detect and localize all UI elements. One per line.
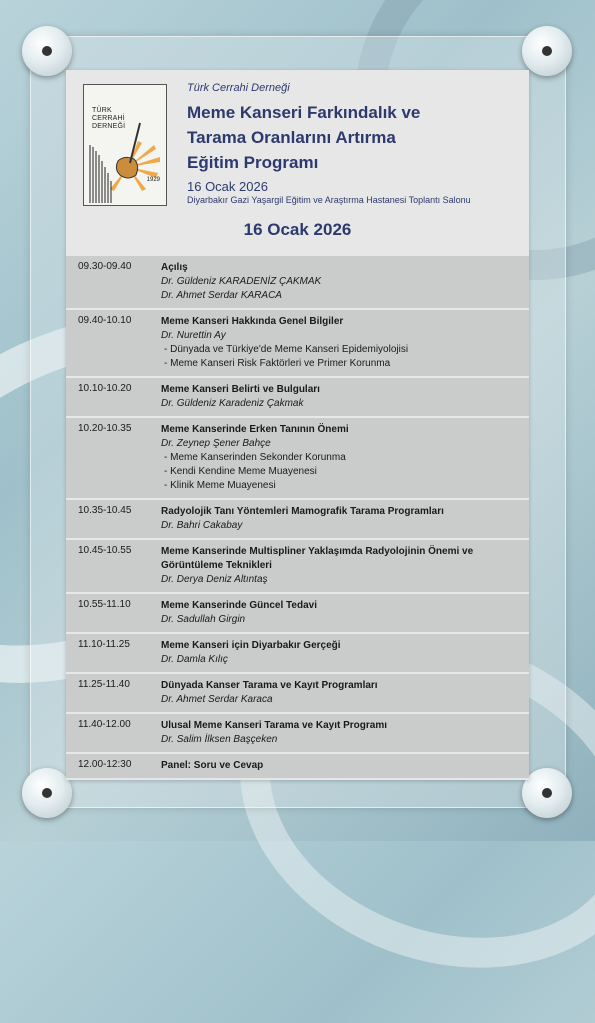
session-title: Panel: Soru ve Cevap [161,760,264,771]
speaker-name: Dr. Damla Kılıç [161,654,228,665]
schedule-row [66,634,529,674]
schedule-row [66,714,529,754]
screw-icon [522,26,572,76]
session-details [161,639,529,667]
scalpel-hand-icon [84,85,166,205]
session-time: 10.10-10.20 [78,383,132,394]
session-time: 10.55-11.10 [78,599,131,610]
screw-icon [22,26,72,76]
logo-line: CERRAHİ [92,115,125,122]
schedule-row [66,378,529,418]
speaker-name: Dr. Salim İlksen Başçeken [161,734,278,745]
session-title: Meme Kanseri için Diyarbakır Gerçeği [161,640,341,651]
schedule-row [66,674,529,714]
session-time: 11.25-11.40 [78,679,130,690]
speaker-name: Dr. Derya Deniz Altıntaş [161,574,268,585]
session-title: Dünyada Kanser Tarama ve Kayıt Programları [161,680,378,691]
session-details [161,599,529,627]
speaker-name: Dr. Güldeniz KARADENİZ ÇAKMAK [161,276,322,287]
session-title: Meme Kanseri Hakkında Genel Bilgiler [161,316,344,327]
program-title [187,100,507,175]
schedule-row [66,754,529,780]
topic-item: - Klinik Meme Muayenesi [164,480,276,491]
venue: Diyarbakır Gazi Yaşargil Eğitim ve Araştırma Hastanesi Toplantı Salonu [187,195,471,205]
schedule-row [66,310,529,378]
session-title: Radyolojik Tanı Yöntemleri Mamografik Tarama Programları [161,506,444,517]
logo-year: 1929 [146,177,160,183]
speaker-name: Dr. Sadullah Girgin [161,614,246,625]
topic-item: - Kendi Kendine Meme Muayenesi [164,466,317,477]
session-title: Meme Kanserinde Güncel Tedavi [161,600,317,611]
schedule-row [66,500,529,540]
topic-item: - Meme Kanseri Risk Faktörleri ve Primer Korunma [164,358,391,369]
organization-name: Türk Cerrahi Derneği [187,82,290,94]
session-time: 11.40-12.00 [78,719,131,730]
session-details [161,505,529,533]
topic-item: - Dünyada ve Türkiye'de Meme Kanseri Epidemiyolojisi [164,344,409,355]
session-title: Meme Kanseri Belirti ve Bulguları [161,384,320,395]
session-details [161,679,529,707]
schedule-row [66,594,529,634]
session-details [161,759,529,773]
speaker-name: Dr. Ahmet Serdar KARACA [161,290,282,301]
session-details [161,261,529,303]
session-time: 10.20-10.35 [78,423,132,434]
program-sheet [66,70,529,780]
logo-line: TÜRK [92,107,112,114]
schedule-table [66,256,529,780]
session-title: Meme Kanserinde Erken Tanının Önemi [161,424,349,435]
schedule-row [66,256,529,310]
speaker-name: Dr. Nurettin Ay [161,330,226,341]
session-title: Ulusal Meme Kanseri Tarama ve Kayıt Programı [161,720,388,731]
session-details [161,719,529,747]
title-line: Eğitim Programı [187,153,319,172]
speaker-name: Dr. Bahri Cakabay [161,520,243,531]
speaker-name: Dr. Güldeniz Karadeniz Çakmak [161,398,304,409]
session-details [161,383,529,411]
day-date: 16 Ocak 2026 [243,220,352,239]
topic-item: - Meme Kanserinden Sekonder Korunma [164,452,346,463]
schedule-row [66,540,529,594]
logo-line: DERNEĞİ [92,123,126,130]
session-time: 10.35-10.45 [78,505,132,516]
screw-icon [522,768,572,818]
association-logo [83,84,167,206]
title-line: Meme Kanseri Farkındalık ve [187,103,421,122]
speaker-name: Dr. Zeynep Şener Bahçe [161,438,271,449]
session-title: Açılış [161,262,188,273]
session-time: 10.45-10.55 [78,545,132,556]
header-date: 16 Ocak 2026 [187,179,268,194]
speaker-name: Dr. Ahmet Serdar Karaca [161,694,273,705]
session-time: 09.30-09.40 [78,261,132,272]
session-details [161,315,529,371]
session-time: 09.40-10.10 [78,315,132,326]
title-line: Tarama Oranlarını Artırma [187,128,396,147]
session-details [161,545,529,587]
session-title: Meme Kanserinde Multispliner Yaklaşımda Radyolojinin Önemi ve Görüntüleme Teknikleri [161,546,474,571]
session-details [161,423,529,493]
session-time: 11.10-11.25 [78,639,130,650]
schedule-row [66,418,529,500]
screw-icon [22,768,72,818]
session-time: 12.00-12:30 [78,759,132,770]
